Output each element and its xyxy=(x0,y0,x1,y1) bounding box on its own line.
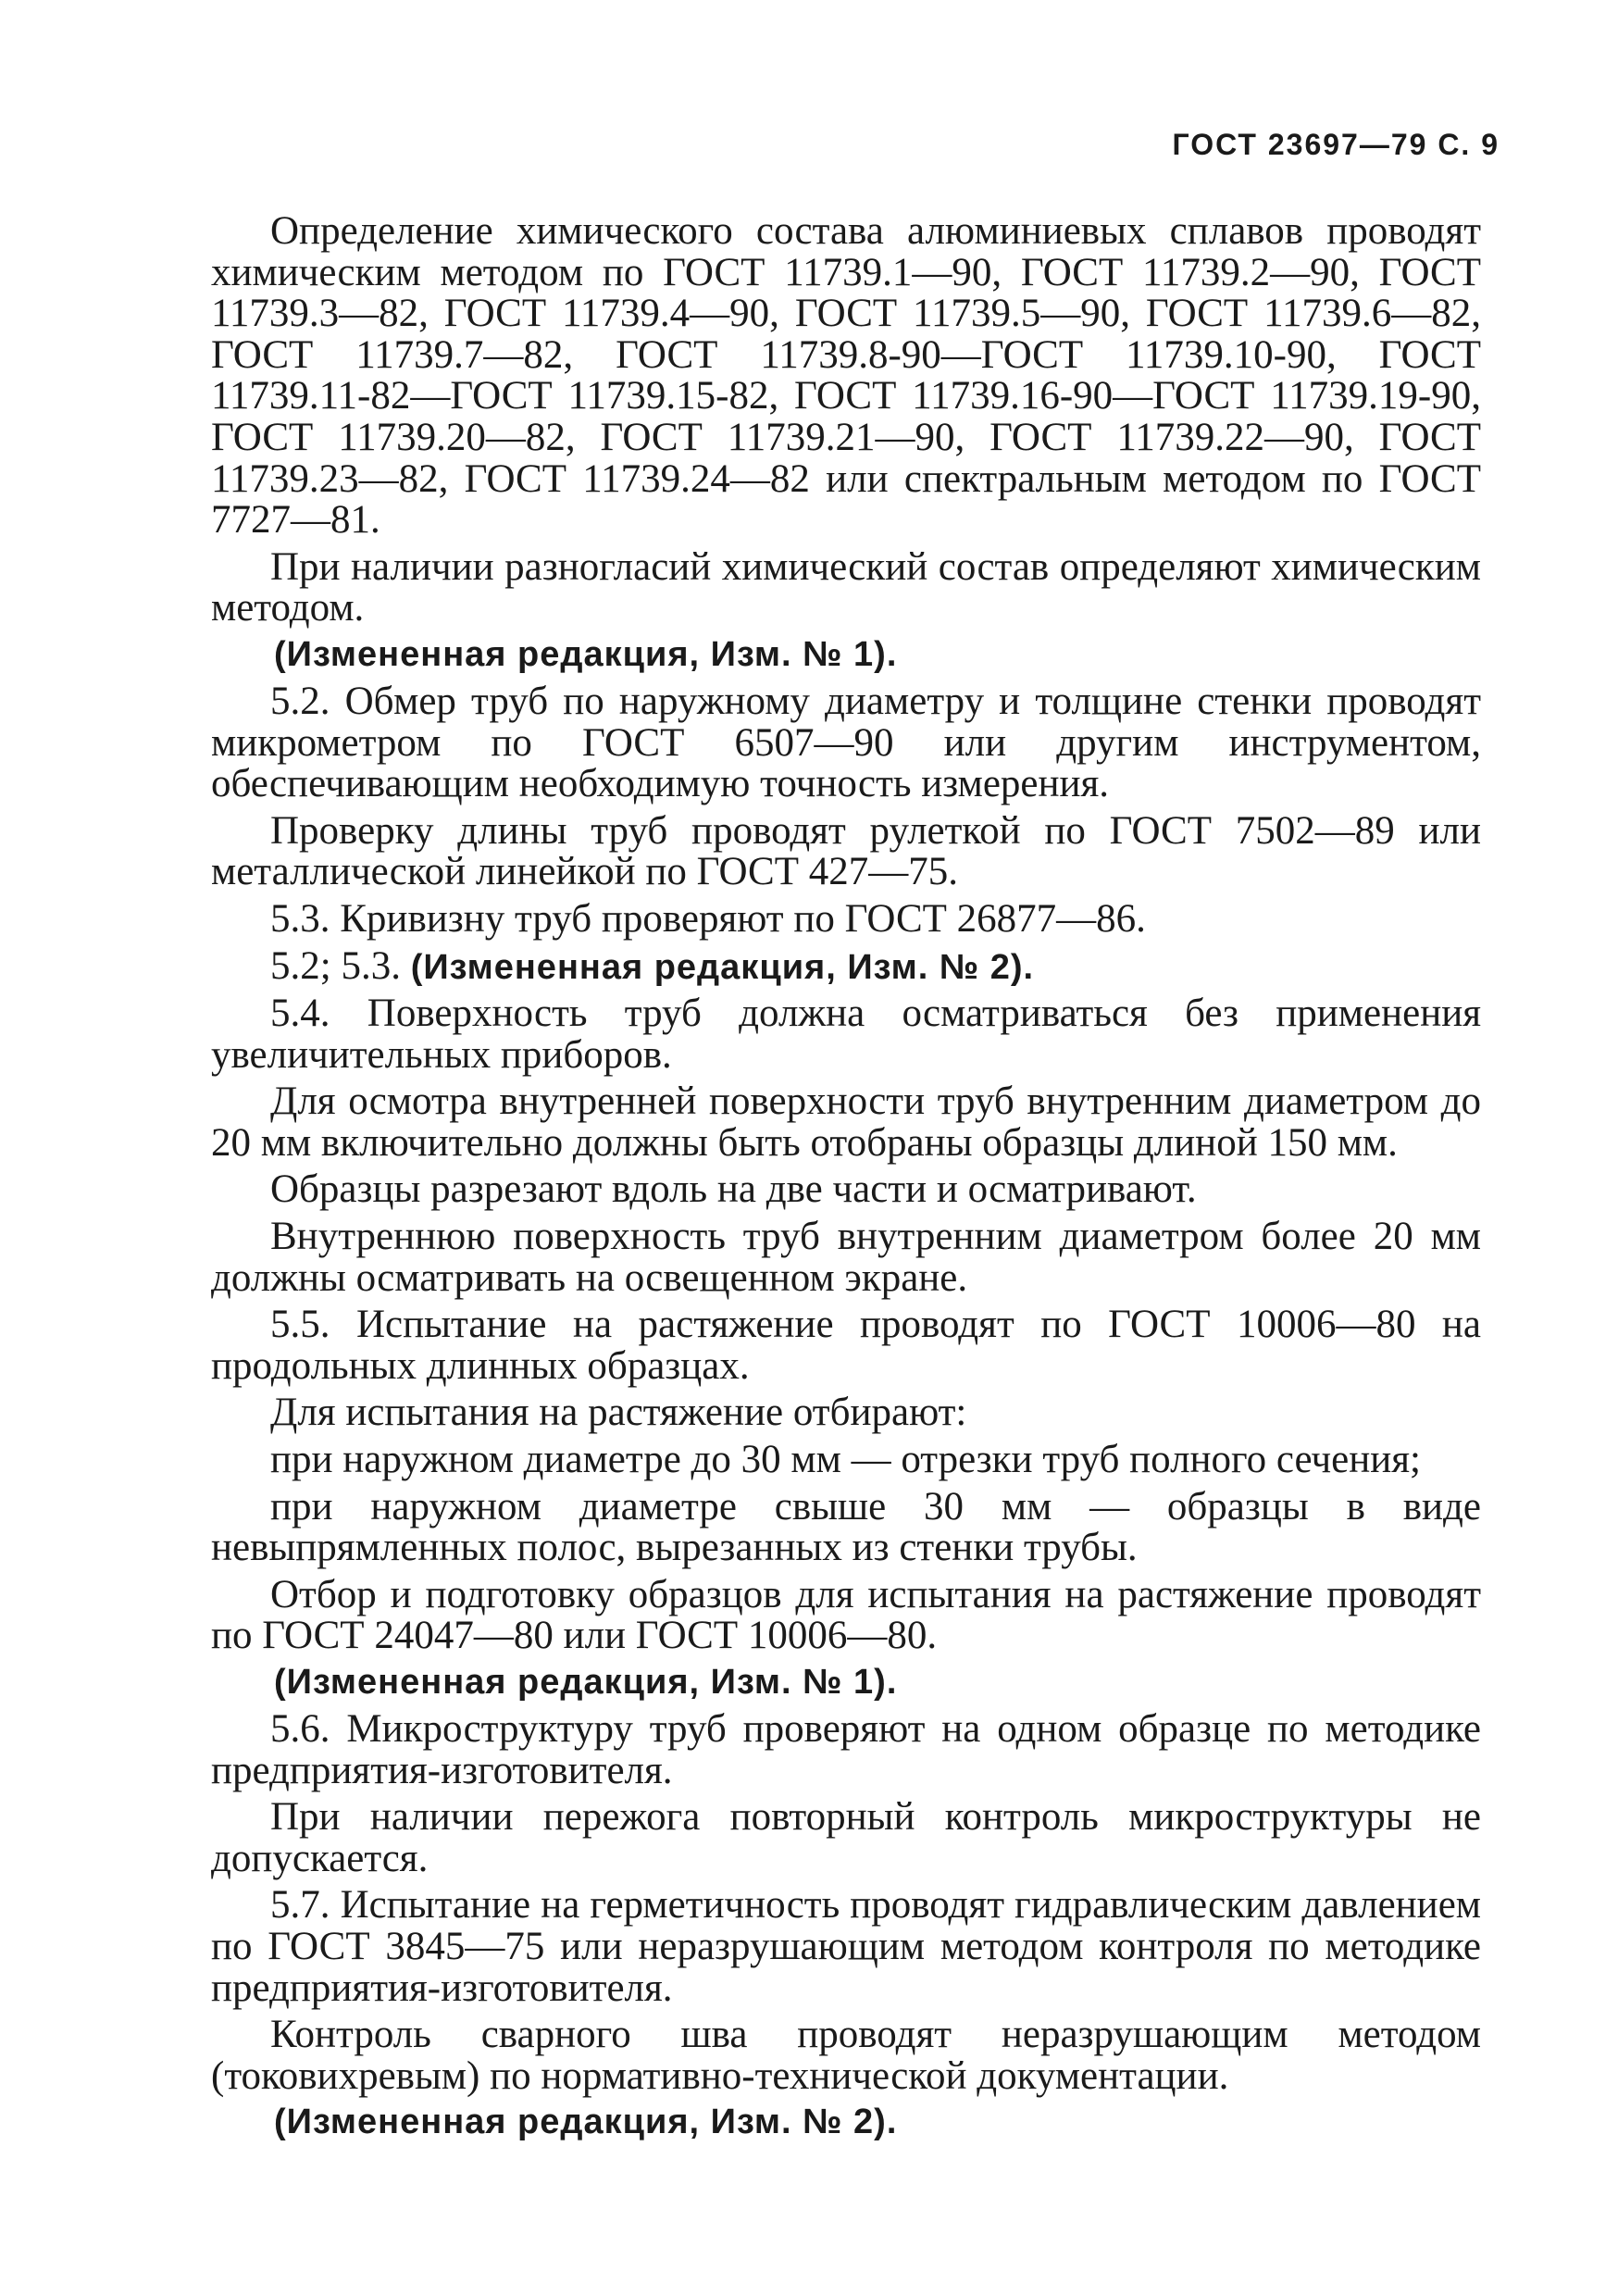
paragraph-5-2: 5.2. Обмер труб по наружному диаметру и толщине стенки проводят микрометром по ГОСТ 6507—90 или другим инструментом, обеспечивающим необходимую точность измерения. xyxy=(211,679,1481,806)
paragraph-5-7: 5.7. Испытание на герметичность проводят гидравлическим давлением по ГОСТ 3845—75 или неразрушающим методом контроля по методике предприятия-изготовителя. xyxy=(211,1883,1481,2010)
paragraph-5-2-5-3-amendment xyxy=(211,943,1481,989)
paragraph-inner-surface-sampling: Для осмотра внутренней поверхности труб внутренним диаметром до 20 мм включительно должны быть отобраны образцы длиной 150 мм. xyxy=(211,1079,1481,1165)
paragraph-diameter-over-30: при наружном диаметре свыше 30 мм — образцы в виде невыпрямленных полос, вырезанных из стенки трубы. xyxy=(211,1484,1481,1570)
paragraph-length-check: Проверку длины труб проводят рулеткой по ГОСТ 7502—89 или металлической линейкой по ГОСТ 427—75. xyxy=(211,808,1481,894)
clause-reference: 5.2; 5.3. xyxy=(270,943,401,988)
paragraph-overburning: При наличии пережога повторный контроль микроструктуры не допускается. xyxy=(211,1795,1481,1880)
paragraph-5-6: 5.6. Микроструктуру труб проверяют на одном образце по методике предприятия-изготовителя. xyxy=(211,1707,1481,1792)
paragraph-disagreements: При наличии разногласий химический состав определяют химическим методом. xyxy=(211,544,1481,630)
amendment-note-4: (Измененная редакция, Изм. № 2). xyxy=(274,2103,898,2142)
amendment-note-2: (Измененная редакция, Изм. № 2). xyxy=(410,947,1035,987)
paragraph-sample-preparation: Отбор и подготовку образцов для испытания на растяжение проводят по ГОСТ 24047—80 или ГОСТ 10006—80. xyxy=(211,1572,1481,1658)
document-body xyxy=(211,211,1481,2143)
paragraph-tensile-selection: Для испытания на растяжение отбирают: xyxy=(270,1391,967,1435)
paragraph-5-5: 5.5. Испытание на растяжение проводят по ГОСТ 10006—80 на продольных длинных образцах. xyxy=(211,1303,1481,1388)
amendment-note-3: (Измененная редакция, Изм. № 1). xyxy=(274,1663,898,1702)
paragraph-5-3: 5.3. Кривизну труб проверяют по ГОСТ 26877—86. xyxy=(270,896,1146,941)
paragraph-lit-screen: Внутреннюю поверхность труб внутренним диаметром более 20 мм должны осматривать на освещенном экране. xyxy=(211,1215,1481,1300)
paragraph-sample-cutting: Образцы разрезают вдоль на две части и осматривают. xyxy=(270,1167,1197,1212)
paragraph-diameter-up-to-30: при наружном диаметре до 30 мм — отрезки труб полного сечения; xyxy=(270,1438,1421,1482)
page-header: ГОСТ 23697—79 С. 9 xyxy=(1172,128,1500,161)
paragraph-weld-control: Контроль сварного шва проводят неразрушающим методом (токовихревым) по нормативно-технической документации. xyxy=(211,2013,1481,2098)
paragraph-chemical-composition: Определение химического состава алюминиевых сплавов проводят химическим методом по ГОСТ 11739.1—90, ГОСТ 11739.2—90, ГОСТ 11739.3—82, ГОСТ 11739.4—90, ГОСТ 11739.5—90, ГОСТ 11739.6—82, ГОСТ 11739.7—82, ГОСТ 11739.8-90—ГОСТ 11739.10-90, ГОСТ 11739.11-82—ГОСТ 11739.15-82, ГОСТ 11739.16-90—ГОСТ 11739.19-90, ГОСТ 11739.20—82, ГОСТ 11739.21—90, ГОСТ 11739.22—90, ГОСТ 11739.23—82, ГОСТ 11739.24—82 или спектральным методом по ГОСТ 7727—81. xyxy=(211,209,1481,543)
paragraph-5-4: 5.4. Поверхность труб должна осматриваться без применения увеличительных приборов. xyxy=(211,992,1481,1077)
amendment-note-1: (Измененная редакция, Изм. № 1). xyxy=(274,634,898,674)
